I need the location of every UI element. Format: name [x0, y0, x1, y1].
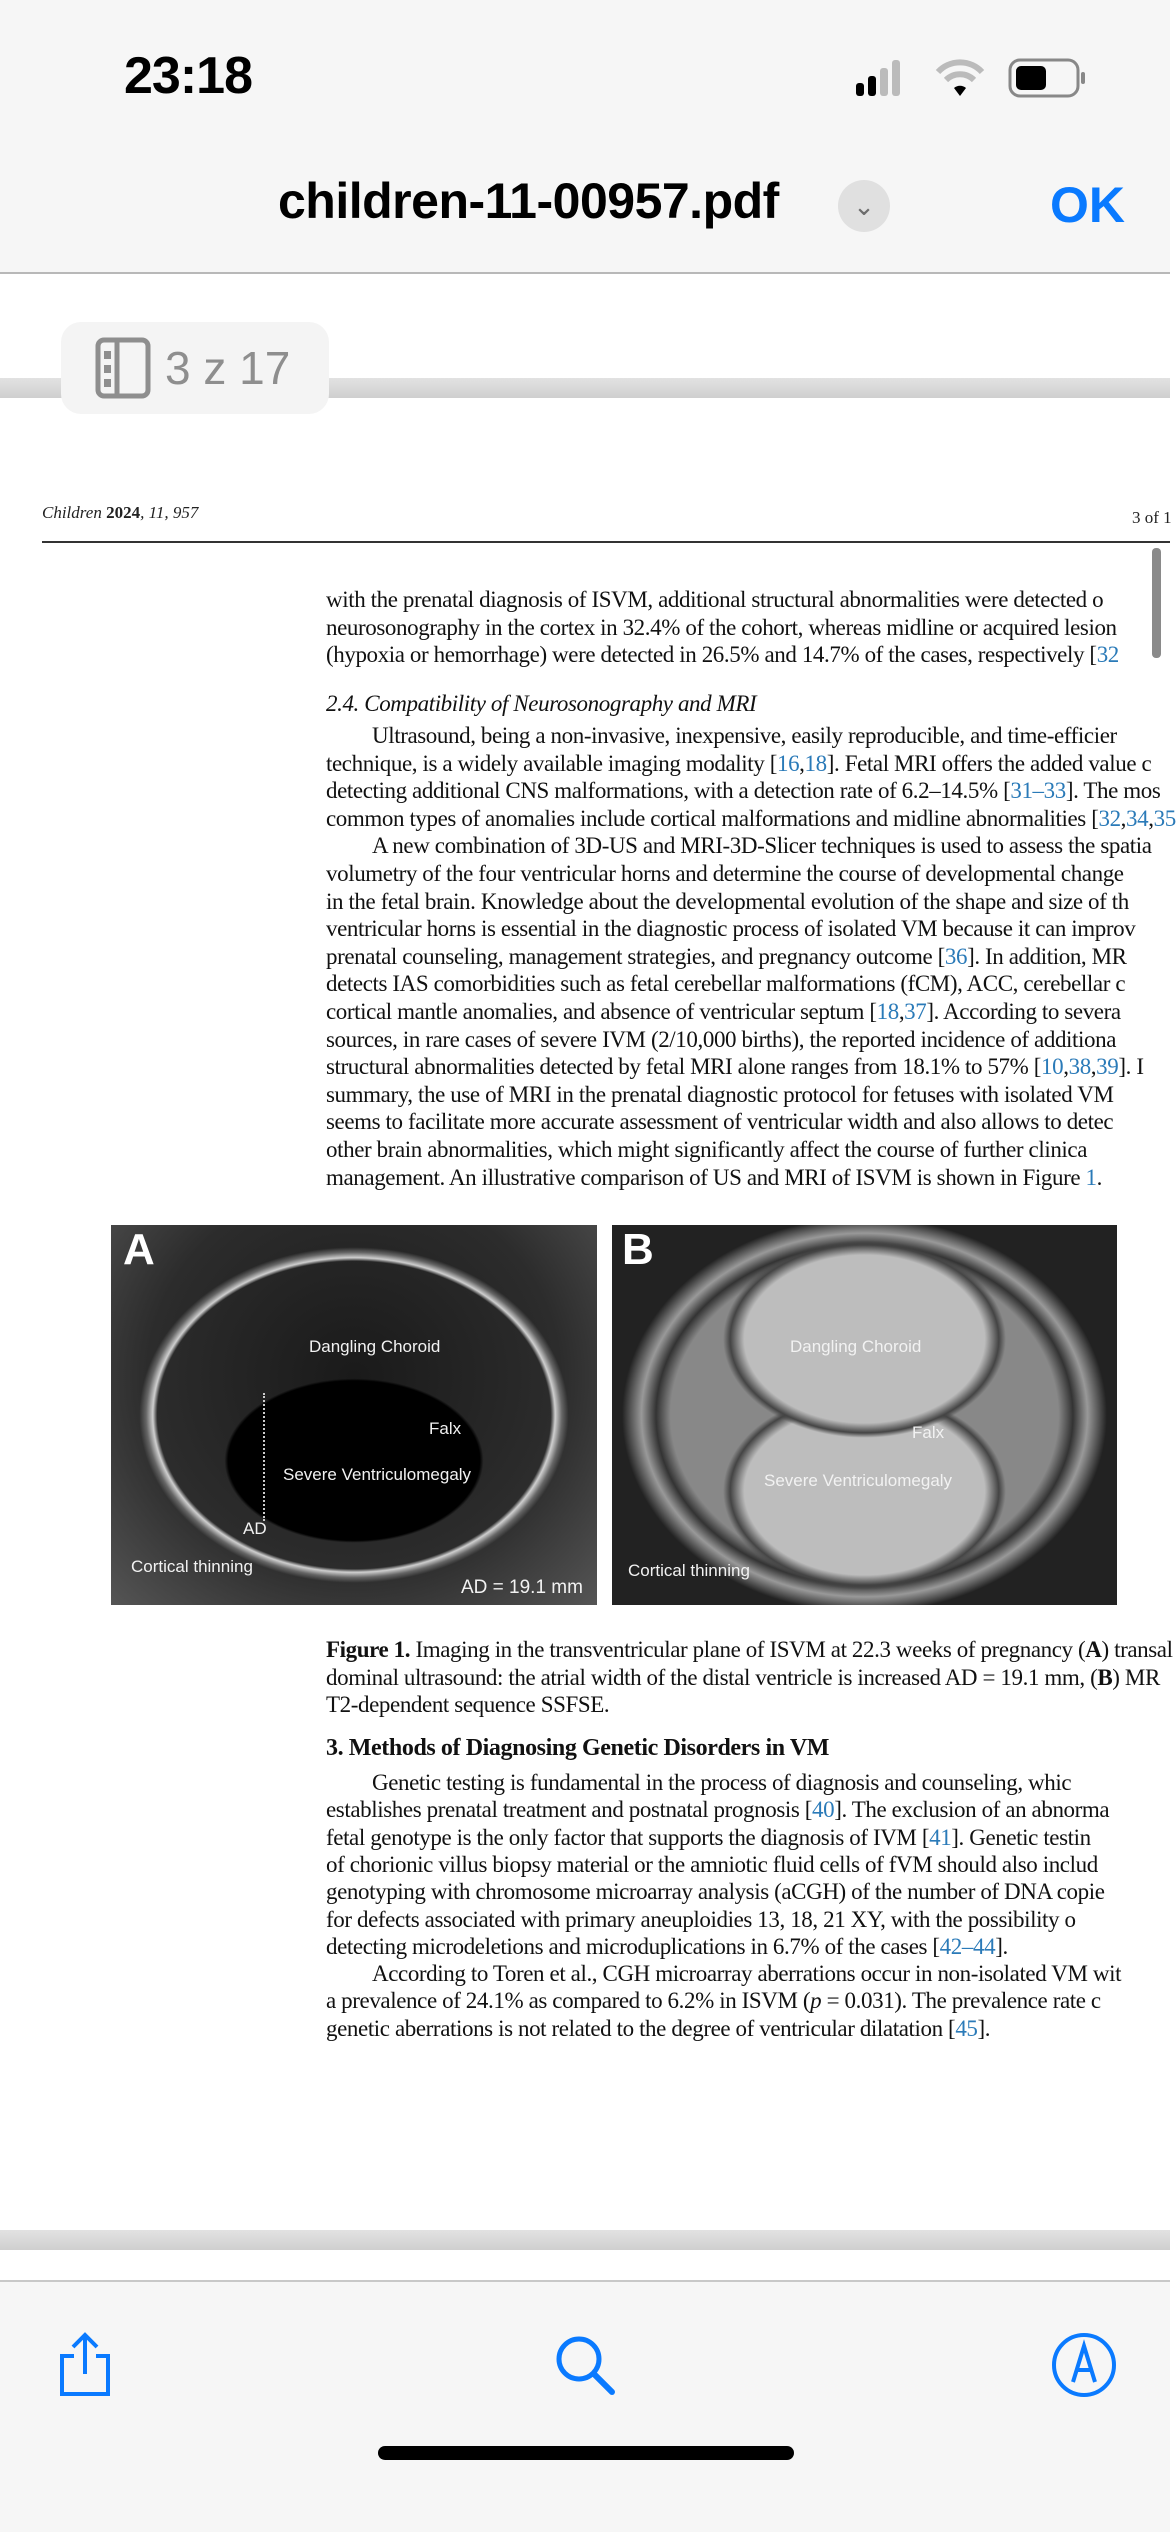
text-segment: ) MR — [1112, 1664, 1160, 1690]
wifi-icon — [935, 58, 985, 98]
citation-link[interactable]: 32 — [1098, 805, 1121, 831]
measurement-line — [263, 1393, 265, 1521]
text-segment: in the fetal brain. Knowledge about the developmental evolution of the shape and size of th — [326, 888, 1129, 914]
navigation-bar — [0, 0, 1170, 274]
page-number: 3 of 1 — [1132, 508, 1172, 527]
document-title[interactable]: children-11-00957.pdf — [278, 173, 779, 229]
annotation-cortical-thinning: Cortical thinning — [131, 1557, 253, 1576]
citation-link[interactable]: 38 — [1068, 1054, 1091, 1080]
section-heading-3: 3. Methods of Diagnosing Genetic Disorders in VM — [326, 1735, 830, 1761]
text-line — [326, 1136, 1087, 1164]
citation-link[interactable]: 39 — [1096, 1054, 1119, 1080]
journal-year: 2024 — [106, 503, 141, 522]
text-segment: detecting microdeletions and microduplications in 6.7% of the cases [ — [326, 1933, 940, 1959]
text-segment: fetal genotype is the only factor that supports the diagnosis of IVM [ — [326, 1824, 930, 1850]
text-line — [326, 1878, 1105, 1906]
text-segment: cortical mantle anomalies, and absence of ventricular septum [ — [326, 999, 877, 1024]
text-segment: , — [898, 999, 905, 1024]
citation-link[interactable]: 34 — [1126, 805, 1149, 831]
text-line — [372, 832, 1152, 860]
status-time: 23:18 — [124, 47, 252, 105]
text-line — [326, 641, 1119, 669]
text-segment: Genetic testing is fundamental in the process of diagnosis and counseling, whic — [372, 1770, 1072, 1795]
text-segment: management. An illustrative comparison of US and MRI of ISVM is shown in Figure — [326, 1164, 1086, 1190]
text-line — [326, 1824, 1091, 1852]
annotation-ad: AD — [243, 1519, 267, 1538]
text-line — [326, 1987, 1101, 2015]
ok-button[interactable]: OK — [1050, 177, 1125, 233]
citation-link[interactable]: 37 — [904, 999, 927, 1024]
text-segment: , — [1120, 805, 1127, 831]
text-segment: ]. — [977, 2015, 991, 2041]
text-segment: neurosonography in the cortex in 32.4% of the cohort, whereas midline or acquired lesion — [326, 614, 1117, 640]
text-segment: A — [1085, 1637, 1102, 1662]
citation-link[interactable]: 45 — [955, 2015, 978, 2041]
text-segment: According to Toren et al., CGH microarray aberrations occur in non-isolated VM wit — [372, 1961, 1122, 1987]
annotation-cortical-thinning: Cortical thinning — [628, 1561, 750, 1580]
text-segment: other brain abnormalities, which might significantly affect the course of further clinica — [326, 1137, 1088, 1162]
text-segment: ]. According to severa — [926, 999, 1121, 1024]
text-segment: Imaging in the transventricular plane of ISVM at 22.3 weeks of pregnancy ( — [410, 1637, 1086, 1662]
text-segment: for defects associated with primary aneuploidies 13, 18, 21 XY, with the possibility o — [326, 1906, 1076, 1932]
cellular-signal-icon — [856, 58, 916, 98]
text-segment: , — [1063, 1054, 1069, 1080]
text-segment: , — [799, 750, 805, 776]
text-segment: = 0.031). The prevalence rate c — [821, 1988, 1101, 2014]
panel-label-a: A — [123, 1225, 155, 1274]
citation-link[interactable]: 32 — [1096, 642, 1119, 668]
citation-link[interactable]: 31–33 — [1010, 778, 1066, 804]
text-segment: seems to facilitate more accurate assessment of ventricular width and also allows to detec — [326, 1109, 1114, 1135]
text-line — [326, 805, 1176, 833]
text-line — [326, 750, 1151, 778]
text-line — [326, 1164, 1102, 1192]
annotation-severe-vm: Severe Ventriculomegaly — [283, 1465, 472, 1484]
citation-link[interactable]: 16 — [776, 750, 800, 776]
annotation-dangling-choroid: Dangling Choroid — [309, 1337, 441, 1356]
text-segment: B — [1097, 1664, 1113, 1690]
chevron-down-icon[interactable]: ⌄ — [838, 180, 890, 232]
text-line — [372, 722, 1117, 750]
text-line — [326, 915, 1135, 943]
search-icon[interactable] — [550, 2330, 620, 2400]
text-line — [326, 1636, 1173, 1664]
journal-volume: , 11, 957 — [140, 503, 199, 522]
text-segment: ]. Genetic testin — [951, 1824, 1091, 1850]
bottom-toolbar — [0, 2280, 1170, 2532]
sidebar-thumbnails-icon — [95, 337, 151, 399]
panel-label-b: B — [622, 1225, 654, 1274]
page-separator — [0, 2230, 1170, 2250]
text-line — [326, 777, 1160, 805]
text-segment: , — [1090, 1054, 1097, 1080]
text-segment: establishes prenatal treatment and postnatal prognosis [ — [326, 1797, 813, 1823]
page-indicator-label: 3 z 17 — [165, 342, 291, 394]
text-segment: . — [1096, 1164, 1102, 1190]
text-segment: (hypoxia or hemorrhage) were detected in 26.5% and 14.7% of the cases, respectively [ — [326, 642, 1097, 668]
text-segment: T2-dependent sequence SSFSE. — [326, 1692, 610, 1718]
home-indicator[interactable] — [378, 2446, 794, 2460]
text-line — [326, 998, 1121, 1026]
citation-link[interactable]: 41 — [929, 1824, 952, 1850]
text-segment: genetic aberrations is not related to the degree of ventricular dilatation [ — [326, 2015, 956, 2041]
text-line — [326, 1026, 1116, 1054]
share-icon[interactable] — [50, 2330, 120, 2400]
text-segment: summary, the use of MRI in the prenatal diagnostic protocol for fetuses with isolated VM — [326, 1081, 1114, 1107]
text-segment: of chorionic villus biopsy material or the amniotic fluid cells of fVM should also includ — [326, 1851, 1098, 1877]
text-segment: technique, is a widely available imaging modality [ — [326, 750, 777, 776]
citation-link[interactable]: 42–44 — [939, 1933, 996, 1959]
text-segment: ]. The exclusion of an abnorma — [834, 1797, 1110, 1823]
annotation-falx: Falx — [429, 1419, 462, 1438]
annotation-severe-vm: Severe Ventriculomegaly — [764, 1471, 953, 1490]
figure-panel-b-mri — [612, 1225, 1117, 1605]
battery-icon — [1008, 58, 1088, 100]
text-line — [326, 860, 1124, 888]
annotation-measurement: AD = 19.1 mm — [461, 1577, 583, 1598]
text-segment: genotyping with chromosome microarray analysis (aCGH) of the number of DNA copie — [326, 1879, 1105, 1905]
text-line — [326, 1053, 1144, 1081]
text-line — [372, 1769, 1071, 1797]
text-segment: , — [1148, 805, 1154, 831]
text-line — [326, 1691, 609, 1719]
text-segment: structural abnormalities detected by fetal MRI alone ranges from 18.1% to 57% [ — [326, 1054, 1042, 1080]
text-segment: ]. In addition, MR — [967, 943, 1127, 969]
text-line — [326, 943, 1127, 971]
text-line — [326, 1081, 1114, 1109]
text-segment: with the prenatal diagnosis of ISVM, additional structural abnormalities were detected o — [326, 587, 1104, 612]
markup-icon[interactable] — [1049, 2330, 1119, 2400]
figure-panel-a-ultrasound — [111, 1225, 597, 1605]
citation-link[interactable]: 40 — [812, 1797, 835, 1823]
text-segment: common types of anomalies include cortical malformations and midline abnormalities [ — [326, 805, 1099, 831]
citation-link[interactable]: 35 — [1153, 805, 1176, 831]
citation-link[interactable]: 18 — [876, 999, 899, 1024]
text-line — [326, 1796, 1109, 1824]
text-line — [326, 1851, 1098, 1879]
header-rule — [42, 541, 1170, 543]
text-line — [326, 586, 1103, 614]
text-line — [326, 1664, 1160, 1692]
citation-link[interactable]: 1 — [1085, 1164, 1097, 1190]
text-segment: Ultrasound, being a non-invasive, inexpensive, easily reproducible, and time-efficier — [372, 723, 1117, 748]
citation-link[interactable]: 18 — [804, 750, 827, 776]
text-line — [372, 1960, 1121, 1988]
citation-link[interactable]: 10 — [1041, 1054, 1064, 1080]
text-line — [326, 970, 1125, 998]
text-segment: sources, in rare cases of severe IVM (2/10,000 births), the reported incidence of additiona — [326, 1026, 1117, 1052]
journal-name: Children — [42, 503, 102, 522]
text-segment: Figure 1. — [326, 1637, 411, 1662]
citation-link[interactable]: 36 — [944, 943, 968, 969]
text-line — [326, 888, 1129, 916]
text-segment: prenatal counseling, management strategies, and pregnancy outcome [ — [326, 943, 945, 969]
text-segment: dominal ultrasound: the atrial width of the distal ventricle is increased AD = 19.1 mm, ( — [326, 1664, 1098, 1690]
annotation-dangling-choroid: Dangling Choroid — [790, 1337, 922, 1356]
text-line — [326, 2015, 990, 2043]
text-segment: detects IAS comorbidities such as fetal cerebellar malformations (fCM), ACC, cerebellar c — [326, 971, 1126, 997]
annotation-falx: Falx — [912, 1423, 945, 1442]
section-heading-2-4: 2.4. Compatibility of Neurosonography and MRI — [326, 691, 757, 716]
journal-header — [42, 503, 198, 523]
text-line — [326, 614, 1117, 642]
text-segment: a prevalence of 24.1% as compared to 6.2% in ISVM ( — [326, 1988, 811, 2014]
scrollbar[interactable] — [1152, 548, 1161, 658]
page-indicator[interactable] — [61, 322, 329, 414]
text-segment: ]. Fetal MRI offers the added value c — [826, 750, 1152, 776]
text-segment: p — [810, 1988, 822, 2014]
text-segment: ]. — [995, 1933, 1008, 1959]
text-line — [326, 1108, 1113, 1136]
text-segment: ]. I — [1118, 1054, 1144, 1080]
text-segment: ventricular horns is essential in the diagnostic process of isolated VM because it can improv — [326, 916, 1136, 942]
text-segment: volumetry of the four ventricular horns and determine the course of developmental change — [326, 861, 1124, 886]
text-segment: A new combination of 3D-US and MRI-3D-Slicer techniques is used to assess the spatia — [372, 833, 1152, 859]
text-segment: detecting additional CNS malformations, with a detection rate of 6.2–14.5% [ — [326, 778, 1011, 804]
text-segment: ) transal — [1101, 1637, 1173, 1662]
text-line — [326, 1906, 1076, 1934]
text-segment: ]. The mos — [1065, 778, 1161, 804]
text-line — [326, 1933, 1008, 1961]
